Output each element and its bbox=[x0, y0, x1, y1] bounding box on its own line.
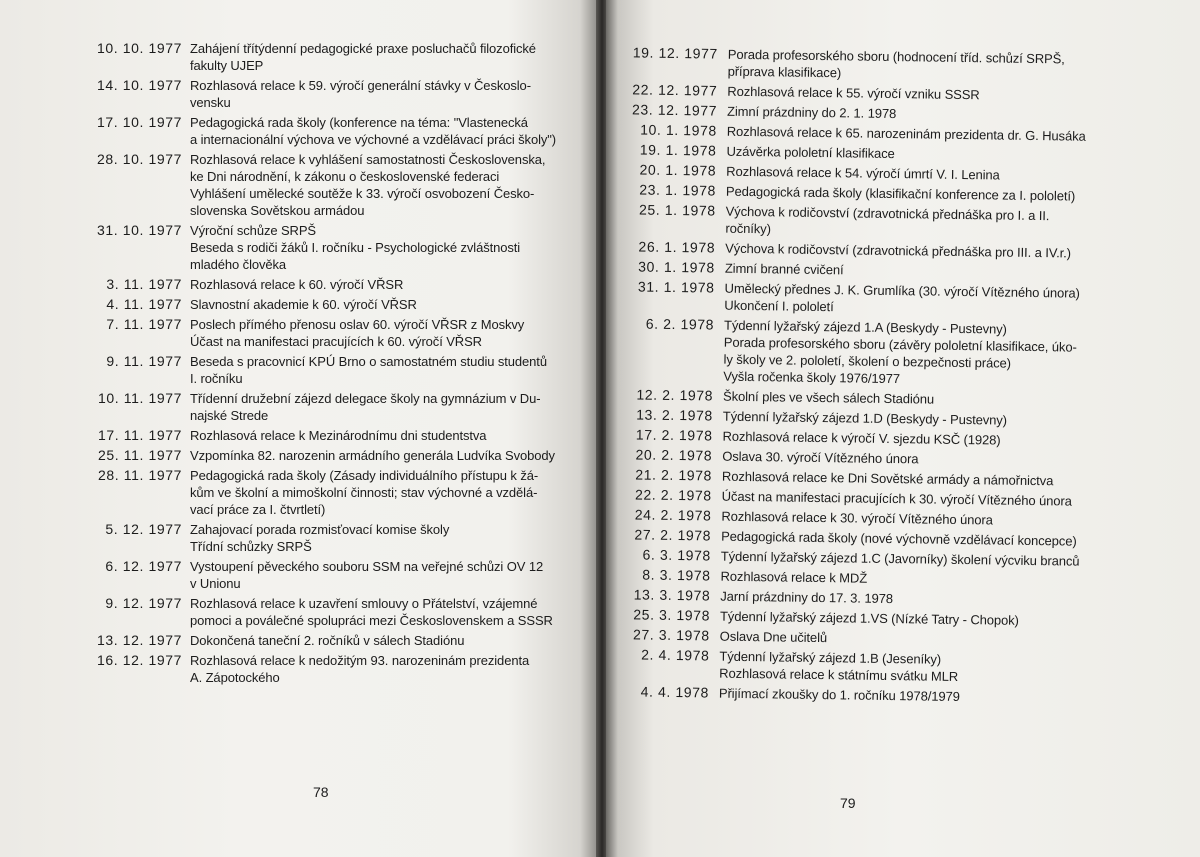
entry-description bbox=[190, 427, 576, 444]
entry-line: Týdenní lyžařský zájezd 1.VS (Nízké Tatry - Chopok) bbox=[719, 608, 1019, 628]
entry-line: Oslava Dne učitelů bbox=[719, 628, 828, 646]
entry-description bbox=[721, 548, 1159, 571]
chronology-entry bbox=[76, 632, 576, 649]
left-chronology-list bbox=[76, 40, 576, 689]
entry-description bbox=[190, 390, 576, 424]
entry-description bbox=[719, 648, 1157, 688]
entry-description bbox=[725, 240, 1163, 263]
entry-line: Rozhlasová relace k státnímu svátku MLR bbox=[719, 665, 959, 684]
entry-date: 2. 4. 1978 bbox=[641, 646, 710, 664]
entry-line: Rozhlasová relace k 59. výročí generální stávky v Českoslo- bbox=[190, 78, 531, 93]
entry-line: příprava klasifikace) bbox=[727, 63, 842, 81]
entry-description bbox=[190, 652, 576, 686]
entry-line: Výchova k rodičovství (zdravotnická přednáška pro I. a II. bbox=[725, 203, 1050, 224]
chronology-entry bbox=[76, 390, 576, 424]
entry-line: Přijímací zkoušky do 1. ročníku 1978/1979 bbox=[718, 685, 960, 705]
entry-line: Rozhlasová relace ke Dni Sovětské armády a námořnictva bbox=[721, 468, 1054, 489]
entry-date: 19. 1. 1978 bbox=[639, 141, 717, 159]
entry-date: 10. 11. 1977 bbox=[97, 390, 182, 406]
entry-date: 22. 2. 1978 bbox=[634, 486, 712, 504]
entry-line: Vystoupení pěveckého souboru SSM na veřejné schůzi OV 12 bbox=[190, 559, 544, 574]
entry-line: Beseda s pracovnicí KPÚ Brno o samostatném studiu studentů bbox=[190, 354, 547, 369]
entry-line: Zahájení třítýdenní pedagogické praxe posluchačů filozofické bbox=[190, 41, 536, 56]
entry-line: Poslech přímého přenosu oslav 60. výročí VŘSR z Moskvy bbox=[190, 317, 525, 332]
chronology-entry bbox=[606, 683, 1157, 708]
entry-date: 26. 1. 1978 bbox=[638, 238, 716, 256]
entry-description bbox=[720, 628, 1158, 651]
entry-description bbox=[190, 222, 576, 273]
entry-description bbox=[723, 388, 1161, 411]
entry-line: Rozhlasová relace k 54. výročí úmrtí V. I. Lenina bbox=[726, 163, 1000, 183]
entry-line: Ukončení I. pololetí bbox=[724, 297, 834, 315]
entry-line: Rozhlasová relace k uzavření smlouvy o Přátelství, vzájemné bbox=[190, 596, 538, 611]
chronology-entry bbox=[76, 316, 576, 350]
entry-line: Rozhlasová relace k 60. výročí VŘSR bbox=[190, 277, 404, 292]
entry-description bbox=[721, 528, 1159, 551]
entry-date: 20. 2. 1978 bbox=[635, 446, 713, 464]
chronology-entry bbox=[76, 353, 576, 387]
entry-date: 27. 3. 1978 bbox=[632, 626, 710, 644]
entry-date: 16. 12. 1977 bbox=[96, 652, 182, 668]
chronology-entry bbox=[76, 276, 576, 293]
entry-date: 28. 10. 1977 bbox=[96, 151, 182, 167]
chronology-entry bbox=[76, 595, 576, 629]
entry-date: 13. 12. 1977 bbox=[96, 632, 182, 648]
entry-date: 31. 1. 1978 bbox=[637, 278, 715, 296]
entry-line: Vyhlášení umělecké soutěže k 33. výročí osvobození Česko- bbox=[190, 186, 535, 201]
entry-description bbox=[720, 588, 1158, 611]
entry-line: Účast na manifestaci pracujících k 30. výročí Vítězného února bbox=[721, 488, 1072, 509]
chronology-entry bbox=[76, 521, 576, 555]
entry-description bbox=[723, 317, 1162, 391]
entry-description bbox=[190, 595, 576, 629]
entry-line: Týdenní lyžařský zájezd 1.C (Javorníky) školení výcviku branců bbox=[720, 548, 1080, 569]
entry-date: 25. 11. 1977 bbox=[97, 447, 182, 463]
entry-date: 5. 12. 1977 bbox=[105, 521, 182, 537]
left-page-number: 78 bbox=[313, 784, 329, 800]
entry-description bbox=[190, 558, 576, 592]
entry-date: 7. 11. 1977 bbox=[106, 316, 182, 332]
entry-description bbox=[727, 123, 1165, 146]
entry-date: 4. 4. 1978 bbox=[640, 683, 710, 701]
entry-description bbox=[728, 46, 1166, 86]
entry-line: Pedagogická rada školy (klasifikační konference za I. pololetí) bbox=[725, 183, 1076, 204]
entry-line: Porada profesorského sboru (závěry pololetní klasifikace, úko- bbox=[723, 334, 1077, 355]
entry-line: Výroční schůze SRPŠ bbox=[190, 223, 316, 238]
entry-line: I. ročníku bbox=[190, 371, 243, 386]
entry-date: 6. 3. 1978 bbox=[642, 546, 711, 564]
entry-description bbox=[726, 183, 1164, 206]
entry-description bbox=[726, 163, 1164, 186]
chronology-entry bbox=[76, 652, 576, 686]
entry-description bbox=[722, 448, 1160, 471]
entry-line: Porada profesorského sboru (hodnocení tříd. schůzí SRPŠ, bbox=[727, 46, 1065, 67]
chronology-entry bbox=[76, 151, 576, 219]
entry-line: Školní ples ve všech sálech Stadiónu bbox=[722, 388, 935, 407]
entry-date: 25. 3. 1978 bbox=[633, 606, 711, 624]
entry-line: Zimní prázdniny do 2. 1. 1978 bbox=[726, 103, 897, 122]
entry-date: 13. 3. 1978 bbox=[633, 586, 711, 604]
entry-description bbox=[725, 260, 1163, 283]
entry-line: vací práce za I. čtvrtletí) bbox=[190, 502, 326, 517]
chronology-entry bbox=[76, 296, 576, 313]
entry-line: Pedagogická rada školy (Zásady individuálního přístupu k žá- bbox=[190, 468, 539, 483]
entry-line: Zahajovací porada rozmisťovací komise školy bbox=[190, 522, 450, 537]
entry-description bbox=[190, 276, 576, 293]
entry-date: 19. 12. 1977 bbox=[632, 44, 718, 62]
entry-line: Týdenní lyžařský zájezd 1.A (Beskydy - Pustevny) bbox=[723, 317, 1007, 337]
entry-line: Zimní branné cvičení bbox=[724, 260, 844, 278]
entry-line: Rozhlasová relace k 65. narozeninám prezidenta dr. G. Husáka bbox=[726, 123, 1086, 144]
entry-line: Pedagogická rada školy (nové výchovně vzdělávací koncepce) bbox=[721, 528, 1077, 549]
entry-description bbox=[190, 632, 576, 649]
entry-description bbox=[190, 447, 576, 464]
right-chronology-list bbox=[606, 44, 1166, 711]
entry-line: Rozhlasová relace k výročí V. sjezdu KSČ (1928) bbox=[722, 428, 1001, 448]
entry-line: ke Dni národnění, k zákonu o československé federaci bbox=[190, 169, 500, 184]
chronology-entry bbox=[76, 40, 576, 74]
chronology-entry bbox=[76, 558, 576, 592]
entry-date: 17. 10. 1977 bbox=[96, 114, 182, 130]
entry-date: 13. 2. 1978 bbox=[636, 406, 713, 424]
entry-line: A. Zápotockého bbox=[190, 670, 280, 685]
right-page bbox=[606, 0, 1200, 857]
entry-date: 10. 10. 1977 bbox=[96, 40, 182, 56]
entry-line: Rozhlasová relace k 30. výročí Vítězného února bbox=[721, 508, 993, 528]
entry-line: a internacionální výchova ve výchovné a vzdělávací práci školy") bbox=[190, 132, 557, 147]
entry-description bbox=[722, 488, 1160, 511]
entry-date: 31. 10. 1977 bbox=[96, 222, 182, 238]
entry-description bbox=[722, 468, 1160, 491]
entry-date: 30. 1. 1978 bbox=[638, 258, 716, 276]
entry-line: Rozhlasová relace k vyhlášení samostatnosti Československa, bbox=[190, 152, 546, 167]
entry-description bbox=[721, 508, 1159, 531]
entry-description bbox=[190, 40, 576, 74]
entry-description bbox=[724, 280, 1162, 320]
entry-line: Dokončená taneční 2. ročníků v sálech Stadiónu bbox=[190, 633, 465, 648]
entry-description bbox=[720, 568, 1158, 591]
entry-description bbox=[720, 608, 1158, 631]
chronology-entry bbox=[76, 114, 576, 148]
entry-line: kům ve školní a mimoškolní činnosti; stav výchovné a vzdělá- bbox=[190, 485, 538, 500]
entry-description bbox=[190, 353, 576, 387]
right-page-number: 79 bbox=[840, 795, 856, 811]
entry-line: Rozhlasová relace k 55. výročí vzniku SSSR bbox=[727, 83, 980, 103]
entry-line: Beseda s rodiči žáků I. ročníku - Psychologické zvláštnosti bbox=[190, 240, 521, 255]
entry-description bbox=[723, 408, 1161, 431]
chronology-entry bbox=[76, 427, 576, 444]
entry-line: Jarní prázdniny do 17. 3. 1978 bbox=[720, 588, 894, 607]
entry-date: 23. 12. 1977 bbox=[631, 101, 718, 119]
entry-date: 6. 12. 1977 bbox=[105, 558, 182, 574]
entry-description bbox=[190, 151, 576, 219]
entry-date: 10. 1. 1978 bbox=[640, 121, 717, 139]
entry-description bbox=[190, 296, 576, 313]
entry-date: 9. 11. 1977 bbox=[106, 353, 182, 369]
entry-date: 25. 1. 1978 bbox=[638, 201, 716, 219]
entry-description bbox=[719, 685, 1157, 708]
entry-description bbox=[190, 77, 576, 111]
entry-line: Vyšla ročenka školy 1976/1977 bbox=[723, 368, 901, 387]
entry-date: 17. 2. 1978 bbox=[635, 426, 713, 444]
left-page bbox=[0, 0, 598, 857]
entry-line: ly školy ve 2. pololetí, školení o bezpečnosti práce) bbox=[723, 351, 1012, 371]
entry-line: najské Strede bbox=[190, 408, 269, 423]
chronology-entry bbox=[76, 467, 576, 518]
entry-date: 21. 2. 1978 bbox=[635, 466, 713, 484]
entry-line: Vzpomínka 82. narozenin armádního generála Ludvíka Svobody bbox=[190, 448, 555, 463]
chronology-entry bbox=[606, 201, 1164, 243]
entry-date: 8. 3. 1978 bbox=[642, 566, 711, 584]
entry-line: Rozhlasová relace k MDŽ bbox=[720, 568, 868, 586]
entry-description bbox=[190, 521, 576, 555]
entry-description bbox=[190, 316, 576, 350]
entry-date: 3. 11. 1977 bbox=[106, 276, 182, 292]
entry-line: Týdenní lyžařský zájezd 1.D (Beskydy - Pustevny) bbox=[722, 408, 1008, 428]
entry-date: 9. 12. 1977 bbox=[105, 595, 182, 611]
entry-description bbox=[722, 428, 1160, 451]
chronology-entry bbox=[606, 315, 1162, 391]
entry-date: 20. 1. 1978 bbox=[639, 161, 717, 179]
entry-line: v Unionu bbox=[190, 576, 241, 591]
entry-line: Týdenní lyžařský zájezd 1.B (Jeseníky) bbox=[719, 648, 942, 667]
entry-line: Slavnostní akademie k 60. výročí VŘSR bbox=[190, 297, 417, 312]
chronology-entry bbox=[606, 646, 1158, 688]
entry-line: Třídenní družební zájezd delegace školy na gymnázium v Du- bbox=[190, 391, 541, 406]
entry-date: 28. 11. 1977 bbox=[97, 467, 182, 483]
entry-date: 6. 2. 1978 bbox=[645, 315, 715, 333]
entry-date: 12. 2. 1978 bbox=[636, 386, 714, 404]
entry-line: Oslava 30. výročí Vítězného února bbox=[722, 448, 919, 467]
entry-line: ročníky) bbox=[725, 220, 771, 237]
entry-description bbox=[190, 114, 576, 148]
entry-line: Výchova k rodičovství (zdravotnická přednáška pro III. a IV.r.) bbox=[725, 240, 1072, 261]
chronology-entry bbox=[76, 447, 576, 464]
entry-line: mladého člověka bbox=[190, 257, 287, 272]
entry-description bbox=[726, 143, 1164, 166]
chronology-entry bbox=[606, 44, 1166, 86]
entry-description bbox=[727, 83, 1165, 106]
entry-date: 4. 11. 1977 bbox=[106, 296, 182, 312]
entry-date: 14. 10. 1977 bbox=[96, 77, 182, 93]
entry-date: 22. 12. 1977 bbox=[632, 81, 718, 99]
entry-line: slovenska Sovětskou armádou bbox=[190, 203, 365, 218]
entry-line: Třídní schůzky SRPŠ bbox=[190, 539, 312, 554]
entry-line: Rozhlasová relace k Mezinárodnímu dni studentstva bbox=[190, 428, 487, 443]
entry-date: 24. 2. 1978 bbox=[634, 506, 712, 524]
chronology-entry bbox=[76, 77, 576, 111]
entry-description bbox=[190, 467, 576, 518]
entry-date: 17. 11. 1977 bbox=[97, 427, 182, 443]
chronology-entry bbox=[76, 222, 576, 273]
entry-description bbox=[727, 103, 1165, 126]
entry-line: pomoci a poválečné spolupráci mezi Československem a SSSR bbox=[190, 613, 553, 628]
entry-line: Účast na manifestaci pracujících k 60. výročí VŘSR bbox=[190, 334, 482, 349]
entry-line: Uzávěrka pololetní klasifikace bbox=[726, 143, 895, 162]
entry-line: Rozhlasová relace k nedožitým 93. narozeninám prezidenta bbox=[190, 653, 530, 668]
entry-date: 23. 1. 1978 bbox=[639, 181, 717, 199]
entry-line: Umělecký přednes J. K. Grumlíka (30. výročí Vítězného února) bbox=[724, 280, 1080, 301]
entry-line: Pedagogická rada školy (konference na téma: "Vlastenecká bbox=[190, 115, 528, 130]
chronology-entry bbox=[606, 278, 1163, 320]
entry-description bbox=[725, 203, 1163, 243]
entry-line: fakulty UJEP bbox=[190, 58, 264, 73]
entry-line: vensku bbox=[190, 95, 231, 110]
entry-date: 27. 2. 1978 bbox=[634, 526, 712, 544]
